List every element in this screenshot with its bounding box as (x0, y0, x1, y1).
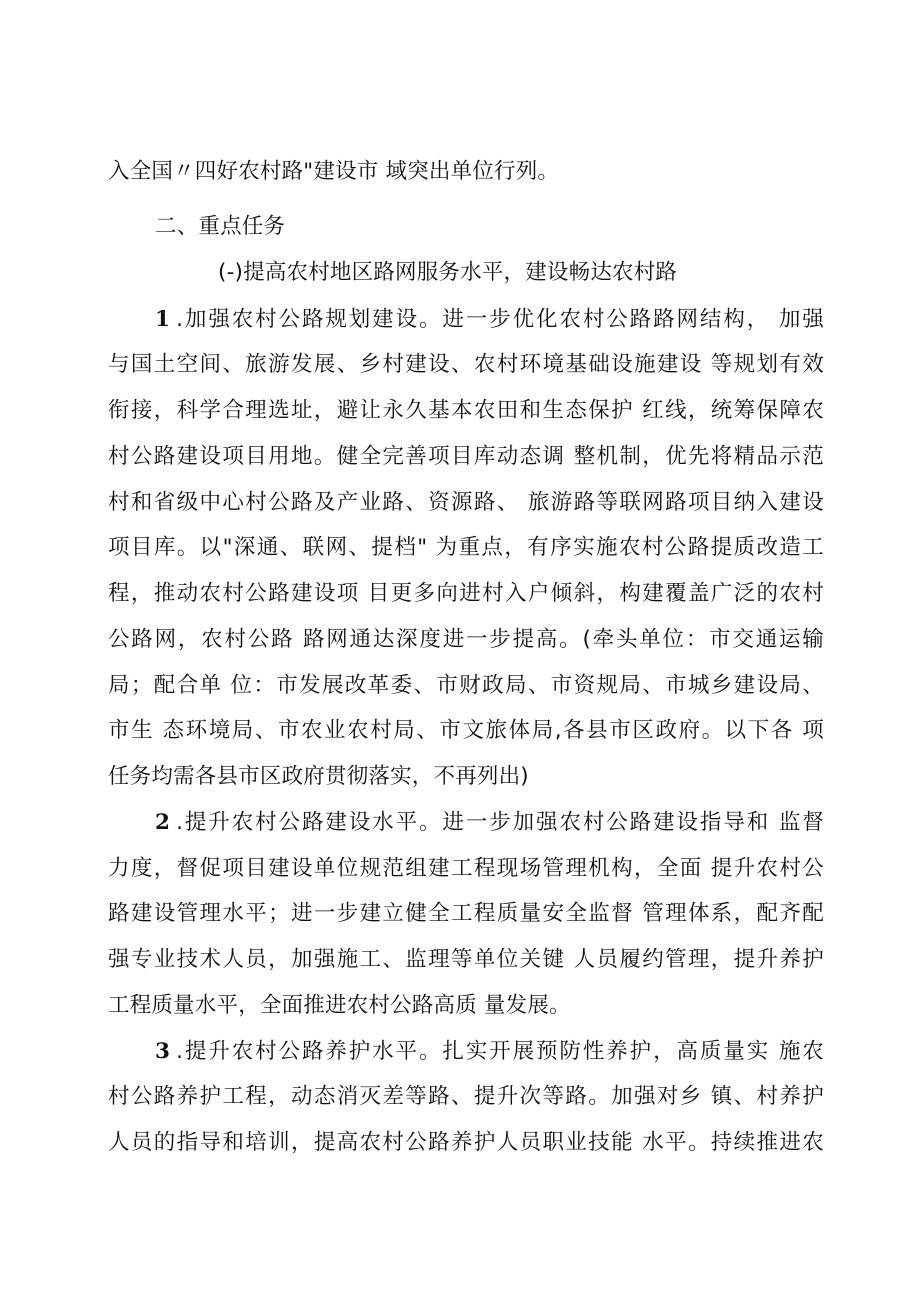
text-line: 衔接，科学合理选址，避让永久基本农田和生态保护 红线，统筹保障农 (108, 398, 824, 423)
item-number: 3 (155, 1039, 171, 1064)
text-line: 局；配合单 位：市发展改革委、市财政局、市资规局、市城乡建设局、 (108, 673, 824, 698)
text-line: 村公路养护工程，动态消灭差等路、提升次等路。加强对乡 镇、村养护 (108, 1084, 824, 1109)
numbered-paragraph-2-first-line (155, 808, 824, 838)
text-line: 任务均需各县市区政府贯彻落实，不再列出) (108, 764, 529, 789)
numbered-paragraph-3-first-line (155, 1037, 824, 1067)
text-line: .提升农村公路建设水平。进一步加强农村公路建设指导和 监督 (176, 810, 824, 835)
text-line: 人员的指导和培训，提高农村公路养护人员职业技能 水平。持续推进农 (108, 1130, 824, 1155)
text-line: 强专业技术人员，加强施工、监理等单位关键 人员履约管理，提升养护 (108, 947, 824, 972)
text-line: 村公路建设项目用地。健全完善项目库动态调 整机制，优先将精品示范 (108, 444, 824, 469)
text-line: 力度，督促项目建设单位规范组建工程现场管理机构，全面 提升农村公 (108, 856, 824, 881)
text-line: .提升农村公路养护水平。扎实开展预防性养护，高质量实 施农 (176, 1039, 824, 1064)
subsection-heading: (-)提高农村地区路网服务水平，建设畅达农村路 (218, 260, 678, 285)
text-line: 项目库。以"深通、联网、提档" 为重点，有序实施农村公路提质改造工 (108, 535, 824, 560)
item-number: 1 (155, 307, 171, 332)
text-line: 程，推动农村公路建设项 目更多向进村入户倾斜，构建覆盖广泛的农村 (108, 581, 824, 606)
text-line: 工程质量水平，全面推进农村公路高质 量发展。 (108, 993, 571, 1018)
text-line: 村和省级中心村公路及产业路、资源路、 旅游路等联网路项目纳入建设 (108, 490, 824, 515)
text-line: 路建设管理水平；进一步建立健全工程质量安全监督 管理体系，配齐配 (108, 901, 824, 926)
text-line: 入全国〃四好农村路"建设市 域突出单位行列。 (108, 159, 560, 184)
item-number: 2 (155, 810, 171, 835)
text-line: .加强农村公路规划建设。进一步优化农村公路路网结构， 加强 (176, 307, 824, 332)
text-line: 市生 态环境局、市农业农村局、市文旅体局,各县市区政府。以下各 项 (108, 718, 824, 743)
numbered-paragraph-1-first-line (155, 305, 824, 335)
section-heading: 二、重点任务 (155, 214, 286, 239)
text-line: 公路网，农村公路 路网通达深度进一步提高。(牵头单位：市交通运输 (108, 627, 824, 652)
text-line: 与国土空间、旅游发展、乡村建设、农村环境基础设施建设 等规划有效 (108, 352, 824, 377)
